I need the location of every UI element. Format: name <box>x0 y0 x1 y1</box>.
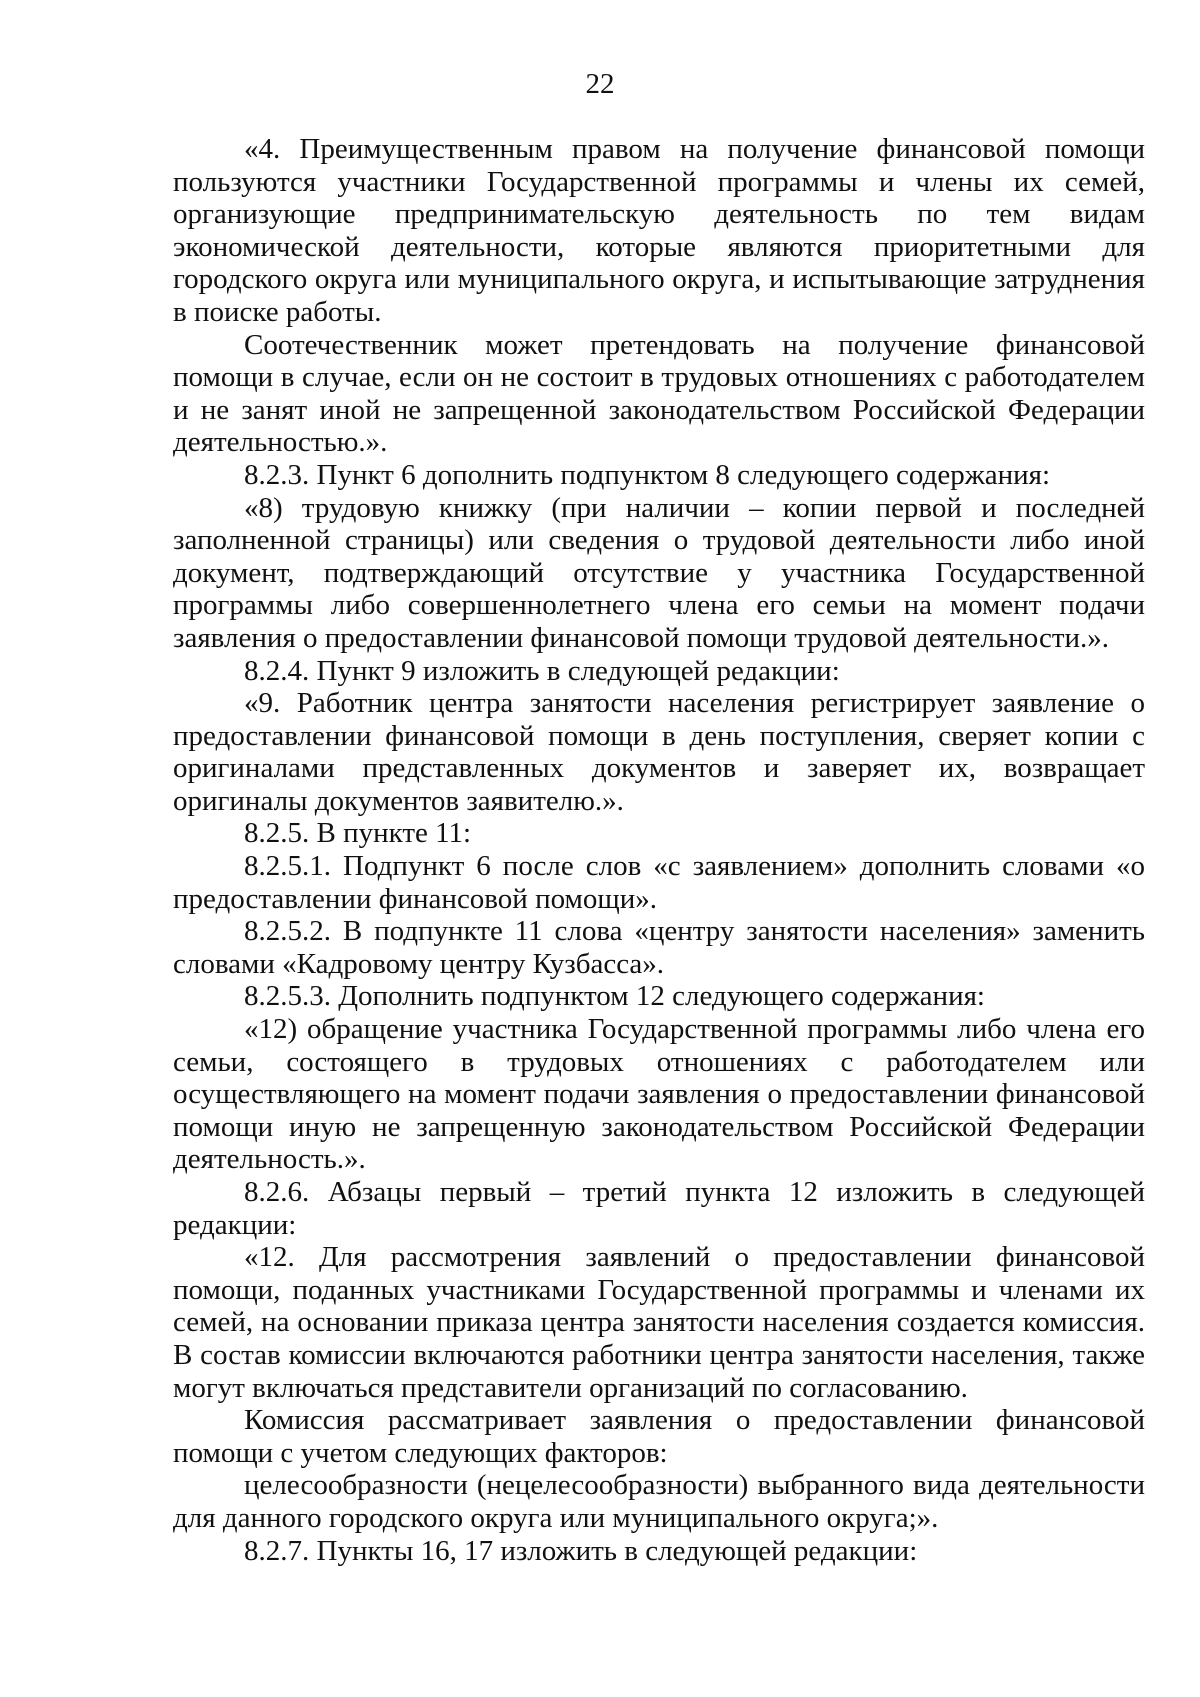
paragraph-item-12-commission: «12. Для рассмотрения заявлений о предоставлении финансовой помощи, поданных участниками Государственной программы и членами их семей, на основании приказа центра занятости населения создается комиссия. В состав комиссии включаются работники центра занятости населения, также могут включаться представители организаций по согласованию. <box>173 1241 1145 1404</box>
paragraph-item-9-registration: «9. Работник центра занятости населения регистрирует заявление о предоставлении финансовой помощи в день поступления, сверяет копии с оригиналами представленных документов и заверяет их, возвращает оригиналы документов заявителю.». <box>173 687 1145 817</box>
paragraph-8-2-3: 8.2.3. Пункт 6 дополнить подпунктом 8 следующего содержания: <box>244 458 1051 491</box>
paragraph-compatriot-eligibility: Соотечественник может претендовать на получение финансовой помощи в случае, если он не состоит в трудовых отношениях с работодателем и не занят иной не запрещенной законодательством Российской Федерации деятельностью.». <box>173 328 1145 459</box>
paragraph-subitem-8-work-book: «8) трудовую книжку (при наличии – копии первой и последней заполненной страницы) или сведения о трудовой деятельности либо иной документ, подтверждающий отсутствие у участника Государственной программы либо совершеннолетнего члена его семьи на момент подачи заявления о предоставлении финансовой помощи трудовой деятельности.». <box>173 491 1145 654</box>
paragraph-8-2-5: 8.2.5. В пункте 11: <box>244 817 472 850</box>
document-body <box>173 133 1145 1567</box>
paragraph-8-2-5-3: 8.2.5.3. Дополнить подпунктом 12 следующего содержания: <box>244 980 985 1013</box>
paragraph-8-2-6: 8.2.6. Абзацы первый – третий пункта 12 изложить в следующей редакции: <box>173 1176 1145 1241</box>
paragraph-8-2-4: 8.2.4. Пункт 9 изложить в следующей редакции: <box>244 654 840 687</box>
paragraph-subitem-12-application: «12) обращение участника Государственной программы либо члена его семьи, состоящего в трудовых отношениях с работодателем или осуществляющего на момент подачи заявления о предоставлении финансовой помощи иную не запрещенную законодательством Российской Федерации деятельность.». <box>173 1013 1145 1176</box>
paragraph-item-4-preferential-right: «4. Преимущественным правом на получение финансовой помощи пользуются участники Государственной программы и члены их семей, организующие предпринимательскую деятельность по тем видам экономической деятельности, которые являются приоритетными для городского округа или муниципального округа, и испытывающие затруднения в поиске работы. <box>173 133 1145 328</box>
paragraph-8-2-7: 8.2.7. Пункты 16, 17 изложить в следующей редакции: <box>244 1534 918 1567</box>
paragraph-expediency: целесообразности (нецелесообразности) выбранного вида деятельности для данного городского округа или муниципального округа;». <box>173 1469 1145 1534</box>
page-number: 22 <box>585 68 615 100</box>
paragraph-8-2-5-1: 8.2.5.1. Подпункт 6 после слов «с заявлением» дополнить словами «о предоставлении финансовой помощи». <box>173 850 1145 915</box>
paragraph-commission-factors: Комиссия рассматривает заявления о предоставлении финансовой помощи с учетом следующих факторов: <box>173 1404 1145 1469</box>
paragraph-8-2-5-2: 8.2.5.2. В подпункте 11 слова «центру занятости населения» заменить словами «Кадровому центру Кузбасса». <box>173 915 1145 980</box>
